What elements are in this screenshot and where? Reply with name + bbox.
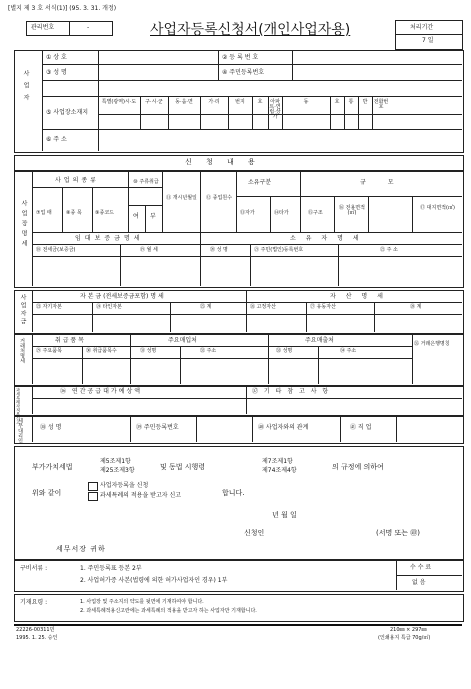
- address-col-11: 전화번호: [373, 99, 389, 110]
- lease-detail: 임대보증금명세: [75, 235, 144, 242]
- address-col-4: 번지: [235, 99, 245, 105]
- col-29: ㉙ 주요품목: [36, 348, 62, 354]
- decl-as-above: 위와 같이: [32, 489, 62, 497]
- decl-law-2: 제25조제3항: [100, 467, 135, 474]
- section-title: 신 청 내 용: [185, 158, 261, 166]
- col-24: ㉔ 타인자본: [96, 304, 122, 310]
- col-10-no: 부: [150, 213, 156, 220]
- col-16: ⑯ 전용면적(㎡): [339, 205, 365, 216]
- col-22: ㉒ 주 소: [380, 247, 398, 253]
- col-37: ㊲ 기 타 참 고 사 항: [252, 388, 331, 395]
- col-41: ㊶ 직 업: [350, 424, 372, 431]
- col-12: ⑫ 종업원수: [206, 195, 232, 201]
- proc-value: 7 일: [422, 37, 434, 44]
- opt-register: 사업자등록을 신청: [100, 482, 149, 489]
- col-31: ㉛ 성명: [140, 348, 157, 354]
- address-col-0: 특별(광역)시·도: [101, 99, 137, 105]
- address-col-10: 반: [362, 99, 368, 105]
- col-35: ㉟ 거래은행명칭: [414, 341, 450, 347]
- scale: 규 모: [360, 179, 404, 186]
- business-section: [14, 171, 464, 288]
- col-40: ㊵ 사업자와의 관계: [258, 424, 309, 431]
- opt-register-checkbox[interactable]: [88, 482, 98, 491]
- col-15: ⑮구조: [308, 210, 323, 216]
- capital-funds: 자 본 금 (전세보증금포함) 명 세: [80, 293, 164, 300]
- footer-approved: 1995. 1. 25. 승인: [16, 635, 58, 641]
- doc-2: 2. 사업허가증 사본(법령에 의한 허가사업자인 경우) 1부: [80, 577, 228, 584]
- page-title: 사업자등록신청서(개인사업자용): [150, 22, 351, 38]
- col-23: ㉓ 자기자본: [36, 304, 62, 310]
- address-col-1: 구·시·군: [145, 99, 163, 105]
- form-number: [별지 제 3 호 서식(1)] (95. 3. 31. 개정): [8, 5, 117, 12]
- processing-period-box: [395, 20, 463, 50]
- fee-label: 수 수 료: [410, 564, 432, 571]
- capital-side-label: 사업자금: [19, 294, 26, 326]
- note-2: 2. 과세특례적용신고란에는 과세특례의 적용을 받고자 하는 사업자만 기재합니다.: [80, 608, 257, 614]
- col-19: ⑲ 월 세: [140, 247, 158, 253]
- address-col-2: 동·읍·면: [175, 99, 193, 105]
- footer-size: 210㎜ × 297㎜: [390, 627, 427, 633]
- field-name: ③ 성 명: [46, 69, 67, 76]
- address-col-7: 동: [303, 99, 309, 105]
- col-39: ㊴ 주민등록번호: [136, 424, 179, 431]
- decl-decree: 및 동법 시행령: [160, 463, 206, 471]
- field-home-address: ⑥ 주 소: [46, 136, 67, 143]
- mgmt-label: 관리번호: [31, 24, 55, 31]
- col-38: ㊳ 성 명: [40, 424, 62, 431]
- decl-pursuant: 의 규정에 의하여: [332, 463, 384, 471]
- capital-assets: 자 산 명 세: [330, 293, 387, 300]
- field-biz-address: ⑤ 사업장소재지: [46, 109, 89, 116]
- footer-code: 22226-00311민: [16, 627, 55, 633]
- col-33: ㉝ 성명: [276, 348, 293, 354]
- col-26: ㉖ 고정자산: [250, 304, 276, 310]
- notes-label: 기재요령 :: [20, 599, 48, 606]
- agent-side-label: 세무대리인: [17, 418, 23, 443]
- declaration-section: [14, 446, 464, 560]
- col-9: ⑨종코드: [95, 210, 114, 216]
- applicant-side-label: 사업자: [22, 70, 29, 106]
- doc-1: 1. 주민등록표 등본 2부: [80, 565, 142, 572]
- note-1: 1. 사업장 및 주소지의 약도를 뒷면에 기재하여야 합니다.: [80, 599, 204, 605]
- col-21: ㉑ 주민(법인)등록번호: [254, 247, 304, 253]
- opt-simple-tax: 과세특례의 적용을 받고자 신고: [100, 492, 182, 499]
- decl-law-3: 제7조제1항: [262, 458, 293, 465]
- biz-kind: 사업의종류: [55, 177, 99, 184]
- col-27: ㉗ 유동자산: [310, 304, 336, 310]
- col-20: ⑳ 성 명: [210, 247, 228, 253]
- col-36: ㊱ 연간공급대가예상액: [60, 388, 143, 395]
- col-7: ⑦업 태: [36, 210, 52, 216]
- col-34: ㉞ 주소: [340, 348, 357, 354]
- fee-value: 없 음: [412, 579, 426, 586]
- simple-side-label: 과세특례자적용신고: [16, 388, 21, 424]
- footer-paper: (인쇄용지 특급 70g/㎡): [378, 635, 431, 641]
- trade-side-label: 거래처명세: [19, 338, 25, 363]
- address-col-5: 호: [257, 99, 263, 105]
- decl-office: 세무서장 귀하: [56, 545, 106, 553]
- col-10: ⑩ 주류취급: [133, 179, 159, 185]
- field-resident-no: ④ 주민등록번호: [222, 69, 265, 76]
- ownership: 소유구분: [248, 179, 272, 186]
- business-side-label: 사업장명세: [20, 200, 27, 250]
- col-13: ⑬자가: [240, 210, 255, 216]
- col-11: ⑪ 개시년월일: [166, 195, 197, 201]
- opt-simple-tax-checkbox[interactable]: [88, 492, 98, 501]
- address-col-8: 호: [334, 99, 340, 105]
- address-col-3: 가·리: [208, 99, 220, 105]
- address-col-9: 통: [348, 99, 354, 105]
- trade-sales: 주요매출처: [305, 337, 334, 344]
- mgmt-number-box: [26, 21, 113, 36]
- field-trade-name: ① 상 호: [46, 54, 67, 61]
- decl-vat-law: 부가가치세법: [32, 463, 73, 471]
- col-17: ⑰ 대지면적(㎡): [420, 205, 455, 211]
- mgmt-value: -: [87, 24, 90, 31]
- decl-law-1: 제5조제1항: [100, 458, 131, 465]
- trade-permit: 취 급 품 목: [55, 337, 84, 344]
- proc-label: 처리기간: [410, 24, 434, 31]
- col-32: ㉜ 주소: [200, 348, 217, 354]
- col-14: ⑭타가: [274, 210, 289, 216]
- col-10-yes: 여: [133, 213, 139, 220]
- docs-label: 구비서류 :: [20, 565, 48, 572]
- col-28: ㉘ 계: [410, 304, 422, 310]
- address-col-6: 아파트·연립·상가: [269, 99, 281, 120]
- decl-law-4: 제74조제4항: [262, 467, 297, 474]
- trade-purchase: 주요매입처: [168, 337, 197, 344]
- col-30: ㉚ 취급품목수: [86, 348, 117, 354]
- owner-detail: 소 유 자 명 세: [290, 235, 363, 242]
- col-25: ㉕ 계: [200, 304, 212, 310]
- col-8: ⑧종 목: [66, 210, 82, 216]
- decl-date: 년 월 일: [272, 511, 297, 519]
- col-18: ⑱ 전세금(보증금): [36, 247, 76, 253]
- decl-applicant: 신청인: [244, 529, 265, 537]
- field-reg-no: ② 등 록 번 호: [222, 54, 259, 61]
- decl-sign: (서명 또는 ㊞): [376, 529, 420, 537]
- decl-submit: 합니다.: [222, 489, 245, 497]
